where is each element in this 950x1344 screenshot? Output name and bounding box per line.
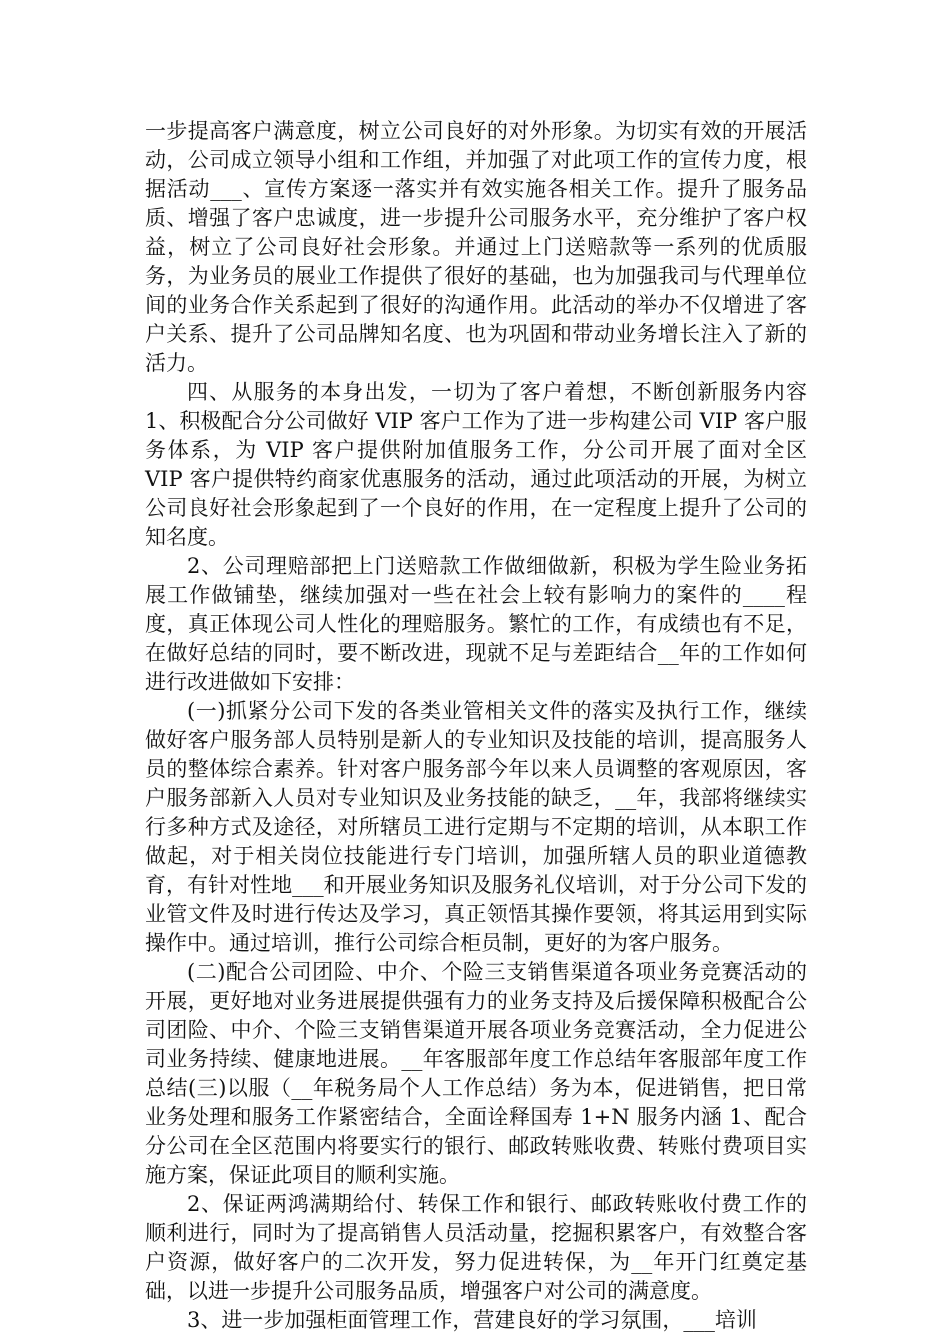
paragraph-2: 四、从服务的本身出发，一切为了客户着想，不断创新服务内容 1、积极配合分公司做好 VIP 客户工作为了进一步构建公司 VIP 客户服务体系，为 VIP 客户提供附加值服务工作，分公司开展了面对全区 VIP 客户提供特约商家优惠服务的活动，通过此项活动的开展，为树立公司良好社会形象起到了一个良好的作用，在一定程度上提升了公司的知名度。 <box>145 380 807 549</box>
paragraph-3: 2、公司理赔部把上门送赔款工作做细做新，积极为学生险业务拓展工作做铺垫，继续加强对一些在社会上较有影响力的案件的____程度，真正体现公司人性化的理赔服务。繁忙的工作，有成绩也有不足，在做好总结的同时，要不断改进，现就不足与差距结合__年的工作如何进行改进做如下安排： <box>145 554 807 694</box>
paragraph-7: 3、进一步加强柜面管理工作，营建良好的学习氛围，___培训 <box>187 1308 757 1332</box>
paragraph-5: (二)配合公司团险、中介、个险三支销售渠道各项业务竞赛活动的开展，更好地对业务进展提供强有力的业务支持及后援保障积极配合公司团险、中介、个险三支销售渠道开展各项业务竞赛活动，全力促进公司业务持续、健康地进展。__年客服部年度工作总结年客服部年度工作总结(三)以服（__年税务局个人工作总结）务为本，促进销售，把日常业务处理和服务工作紧密结合，全面诠释国寿 1+N 服务内涵 1、配合分公司在全区范围内将要实行的银行、邮政转账收费、转账付费项目实施方案，保证此项目的顺利实施。 <box>145 960 807 1187</box>
paragraph-6: 2、保证两鸿满期给付、转保工作和银行、邮政转账收付费工作的顺利进行，同时为了提高销售人员活动量，挖掘积累客户，有效整合客户资源，做好客户的二次开发，努力促进转保，为__年开门红奠定基础，以进一步提升公司服务品质，增强客户对公司的满意度。 <box>145 1192 807 1303</box>
document-body <box>145 117 807 1335</box>
paragraph-4: (一)抓紧分公司下发的各类业管相关文件的落实及执行工作，继续做好客户服务部人员特别是新人的专业知识及技能的培训，提高服务人员的整体综合素养。针对客户服务部今年以来人员调整的客观原因，客户服务部新入人员对专业知识及业务技能的缺乏，__年，我部将继续实行多种方式及途径，对所辖员工进行定期与不定期的培训，从本职工作做起，对于相关岗位技能进行专门培训，加强所辖人员的职业道德教育，有针对性地___和开展业务知识及服务礼仪培训，对于分公司下发的业管文件及时进行传达及学习，真正领悟其操作要领，将其运用到实际操作中。通过培训，推行公司综合柜员制，更好的为客户服务。 <box>145 699 807 955</box>
paragraph-1: 一步提高客户满意度，树立公司良好的对外形象。为切实有效的开展活动，公司成立领导小组和工作组，并加强了对此项工作的宣传力度，根据活动___、宣传方案逐一落实并有效实施各相关工作。提升了服务品质、增强了客户忠诚度，进一步提升公司服务水平，充分维护了客户权益，树立了公司良好社会形象。并通过上门送赔款等一系列的优质服务，为业务员的展业工作提供了很好的基础，也为加强我司与代理单位间的业务合作关系起到了很好的沟通作用。此活动的举办不仅增进了客户关系、提升了公司品牌知名度、也为巩固和带动业务增长注入了新的活力。 <box>145 119 807 375</box>
